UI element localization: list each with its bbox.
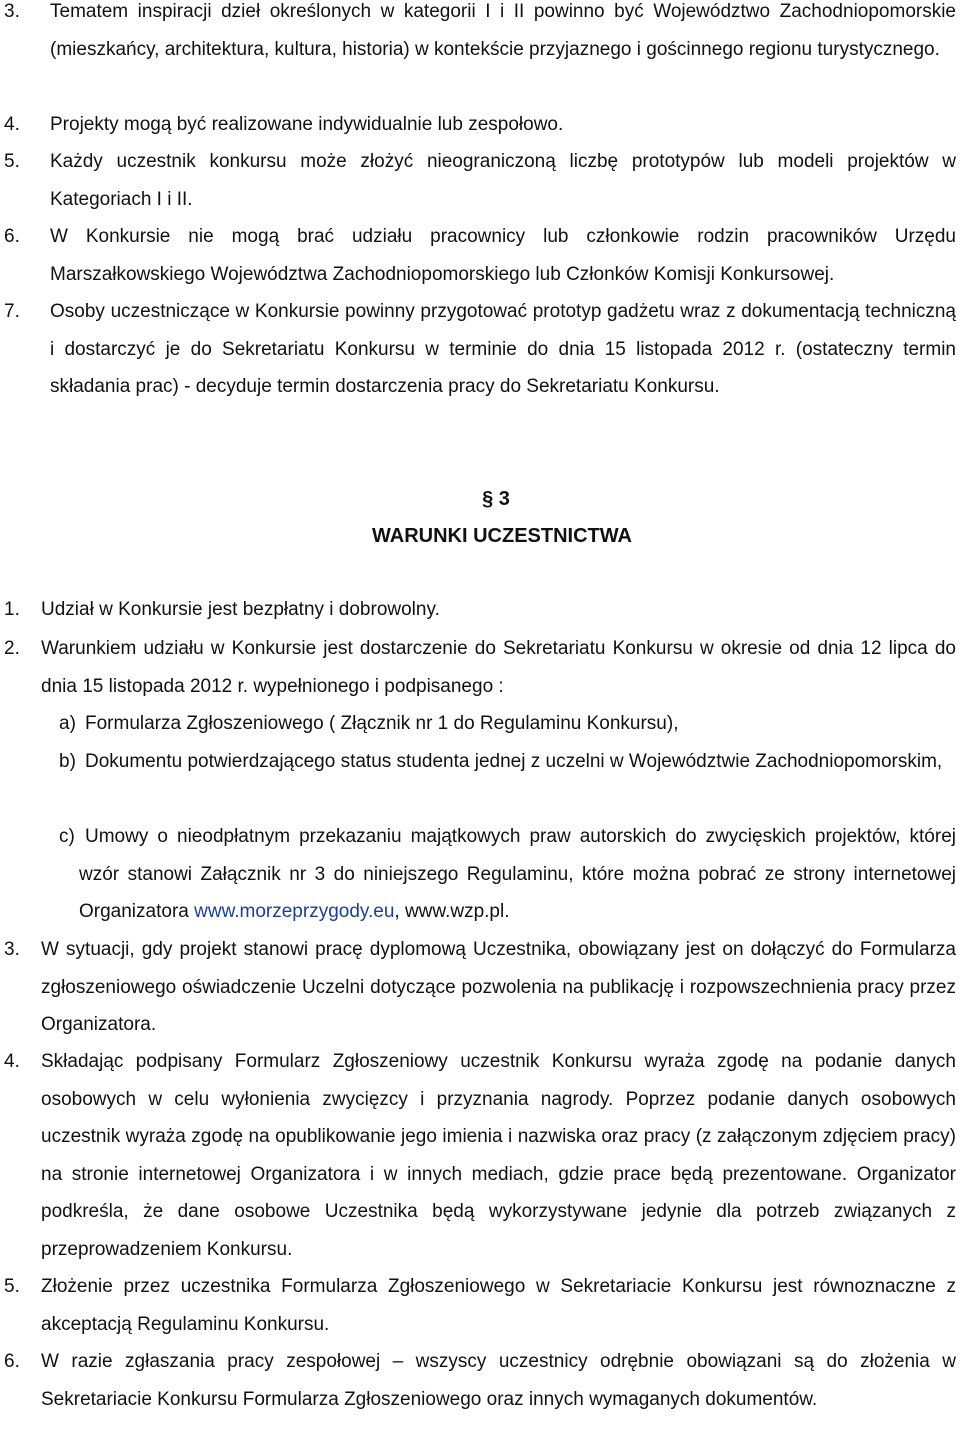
item-text: Projekty mogą być realizowane indywidualnie lub zespołowo.: [50, 114, 564, 135]
list-item: [4, 106, 956, 144]
sub-item-text: Dokumentu potwierdzającego status studenta jednej z uczelni w Województwie Zachodniopomorskim,: [85, 751, 943, 772]
list-item: [4, 591, 956, 629]
sub-list-item: [59, 818, 956, 931]
item-number: 7.: [4, 301, 20, 322]
item-number: 2.: [4, 638, 20, 659]
list-item: [4, 293, 956, 406]
sub-item-text: [59, 818, 956, 931]
list-item: [4, 1343, 956, 1418]
organizer-website-link[interactable]: www.morzeprzygody.eu: [194, 901, 395, 923]
sub-item-text-part: Umowy o nieodpłatnym przekazaniu majątkowych praw autorskich do zwycięskich projektów, której wzór stanowi Załącznik nr 3 do niniejszego Regulaminu, które można pobrać ze strony internetowej Organizatora: [79, 826, 956, 923]
section-symbol: § 3: [482, 488, 510, 510]
list-item: [4, 0, 956, 68]
item-number: 6.: [4, 1351, 20, 1372]
list-item: [4, 630, 956, 705]
list-item: [4, 1268, 956, 1343]
sub-item-text: Formularza Zgłoszeniowego ( Złącznik nr 1 do Regulaminu Konkursu),: [85, 713, 679, 734]
list-item: [4, 143, 956, 218]
item-text: Osoby uczestniczące w Konkursie powinny przygotować prototyp gadżetu wraz z dokumentacją techniczną i dostarczyć je do Sekretariatu Konkursu w terminie do dnia 15 listopada 2012 r. (ostateczny termin składania prac) - decyduje termin dostarczenia pracy do Sekretariatu Konkursu.: [50, 301, 956, 398]
sub-list-item: [59, 743, 956, 781]
list-item: [4, 218, 956, 293]
item-number: 3.: [4, 939, 20, 960]
item-text: W Konkursie nie mogą brać udziału pracownicy lub członkowie rodzin pracowników Urzędu Marszałkowskiego Województwa Zachodniopomorskiego lub Członków Komisji Konkursowej.: [50, 226, 956, 285]
item-text: Udział w Konkursie jest bezpłatny i dobrowolny.: [41, 599, 440, 620]
item-number: 6.: [4, 226, 20, 247]
item-number: 3.: [4, 1, 20, 22]
sub-item-letter: a): [59, 713, 76, 734]
item-text: Każdy uczestnik konkursu może złożyć nieograniczoną liczbę prototypów lub modeli projektów w Kategoriach I i II.: [50, 151, 956, 210]
item-text: Tematem inspiracji dzieł określonych w kategorii I i II powinno być Województwo Zachodniopomorskie (mieszkańcy, architektura, kultura, historia) w kontekście przyjaznego i gościnnego regionu turystycznego.: [50, 1, 956, 60]
item-text: Składając podpisany Formularz Zgłoszeniowy uczestnik Konkursu wyraża zgodę na podanie danych osobowych w celu wyłonienia zwycięzcy i przyznania nagrody. Poprzez podanie danych osobowych uczestnik wyraża zgodę na opublikowanie jego imienia i nazwiska oraz pracy (z załączonym zdjęciem pracy) na stronie internetowej Organizatora i w innych mediach, gdzie prace będą prezentowane. Organizator podkreśla, że dane osobowe Uczestnika będą wykorzystywane jedynie dla potrzeb związanych z przeprowadzeniem Konkursu.: [41, 1051, 956, 1260]
sub-item-text-part: , www.wzp.pl.: [394, 901, 510, 923]
item-text: W sytuacji, gdy projekt stanowi pracę dyplomową Uczestnika, obowiązany jest on dołączyć do Formularza zgłoszeniowego oświadczenie Uczelni dotyczące pozwolenia na publikację i rozpowszechnienia pracy przez Organizatora.: [41, 939, 956, 1036]
sub-list-item: [59, 705, 956, 743]
item-number: 1.: [4, 599, 20, 620]
list-item: [4, 931, 956, 1044]
sub-item-letter: c): [59, 826, 75, 847]
section-title: WARUNKI UCZESTNICTWA: [372, 525, 632, 547]
item-number: 5.: [4, 1276, 20, 1297]
item-text: Warunkiem udziału w Konkursie jest dostarczenie do Sekretariatu Konkursu w okresie od dnia 12 lipca do dnia 15 listopada 2012 r. wypełnionego i podpisanego :: [41, 638, 956, 697]
item-number: 4.: [4, 114, 20, 135]
item-number: 4.: [4, 1051, 20, 1072]
sub-item-letter: b): [59, 751, 76, 772]
item-number: 5.: [4, 151, 20, 172]
list-item: [4, 1043, 956, 1269]
item-text: W razie zgłaszania pracy zespołowej – wszyscy uczestnicy odrębnie obowiązani są do złożenia w Sekretariacie Konkursu Formularza Zgłoszeniowego oraz innych wymaganych dokumentów.: [41, 1351, 956, 1410]
item-text: Złożenie przez uczestnika Formularza Zgłoszeniowego w Sekretariacie Konkursu jest równoznaczne z akceptacją Regulaminu Konkursu.: [41, 1276, 956, 1335]
